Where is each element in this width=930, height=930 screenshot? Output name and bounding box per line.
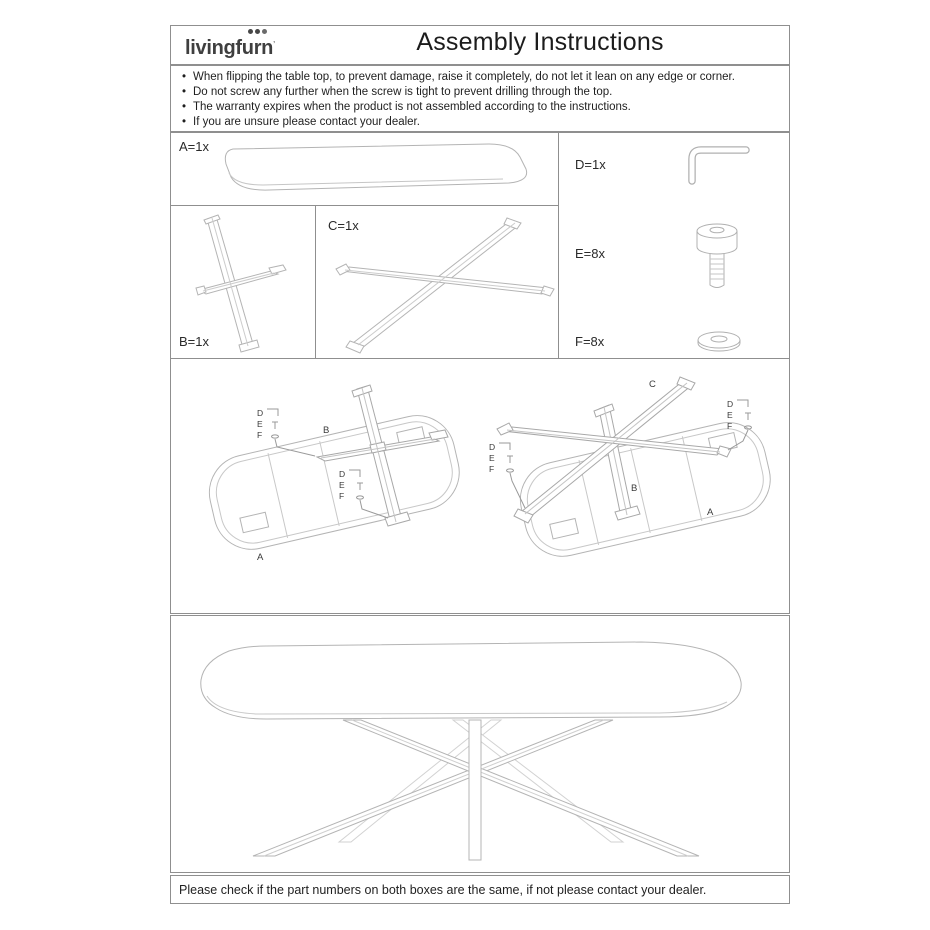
logo-dots-icon	[248, 29, 267, 34]
callout-letter-f: F	[727, 421, 733, 431]
part-a-label: A=1x	[179, 139, 209, 154]
allen-key-icon	[692, 150, 746, 181]
cross-leg-c-drawing	[316, 206, 558, 358]
label-part-b: B	[631, 483, 638, 494]
page-title: Assembly Instructions	[416, 28, 664, 56]
callout-letter-f: F	[489, 464, 495, 474]
assembly-steps-box	[170, 358, 790, 614]
washer-icon	[698, 332, 740, 351]
step-1-diagram	[202, 385, 467, 563]
cross-leg-b-drawing	[171, 206, 315, 358]
assembled-table-box	[170, 615, 790, 873]
part-box-c	[315, 205, 559, 359]
trademark-mark: ’	[273, 39, 276, 50]
callout-letter-e: E	[489, 453, 495, 463]
logo-text: livingfurn	[185, 37, 274, 59]
part-e-label: E=8x	[575, 246, 605, 261]
mini-allen-key-icon	[499, 443, 510, 450]
header	[170, 25, 790, 65]
document-sheet	[170, 25, 790, 905]
warning-item: • If you are unsure please contact your dealer.	[179, 115, 781, 130]
label-part-a: A	[707, 507, 714, 518]
mini-bolt-icon	[272, 422, 278, 429]
callout-letter-f: F	[339, 491, 345, 501]
part-c-label: C=1x	[328, 218, 359, 233]
part-f-label: F=8x	[575, 334, 605, 349]
brand-logo	[185, 33, 275, 61]
assembled-table-drawing	[171, 616, 789, 872]
warnings-box	[170, 65, 790, 132]
label-part-a: A	[257, 552, 264, 563]
step-2-diagram	[489, 377, 778, 564]
mini-bolt-icon	[507, 456, 513, 463]
callout-letter-e: E	[257, 419, 263, 429]
label-part-b: B	[323, 425, 330, 436]
callout-letter-f: F	[257, 430, 263, 440]
hardware-drawings	[559, 133, 789, 358]
callout-letter-e: E	[339, 480, 345, 490]
callout-letter-e: E	[727, 410, 733, 420]
callout-letter-d: D	[727, 399, 734, 409]
footer-note: Please check if the part numbers on both boxes are the same, if not please contact your dealer.	[179, 882, 707, 897]
footer-note-box	[170, 875, 790, 904]
callout-letter-d: D	[339, 469, 346, 479]
part-b-label: B=1x	[179, 334, 209, 349]
mini-washer-icon	[507, 469, 514, 472]
warning-item: • Do not screw any further when the screw is tight to prevent drilling through the top.	[179, 85, 781, 100]
part-box-b	[170, 205, 316, 359]
warnings-list	[179, 70, 781, 130]
mini-washer-icon	[272, 435, 279, 438]
label-part-c: C	[649, 379, 656, 390]
assembly-steps-drawing	[171, 359, 789, 613]
part-box-a	[170, 132, 559, 206]
mini-allen-key-icon	[267, 409, 278, 416]
callout-letter-d: D	[489, 442, 496, 452]
mini-allen-key-icon	[737, 400, 748, 407]
hardware-box	[558, 132, 790, 359]
warning-item: • The warranty expires when the product is not assembled according to the instructions.	[179, 100, 781, 115]
table-top-drawing	[171, 133, 558, 205]
warning-item: • When flipping the table top, to prevent damage, raise it completely, do not let it lean on any edge or corner.	[179, 70, 781, 85]
part-d-label: D=1x	[575, 157, 606, 172]
callout-letter-d: D	[257, 408, 264, 418]
bolt-icon	[697, 224, 737, 288]
mini-bolt-icon	[745, 413, 751, 420]
